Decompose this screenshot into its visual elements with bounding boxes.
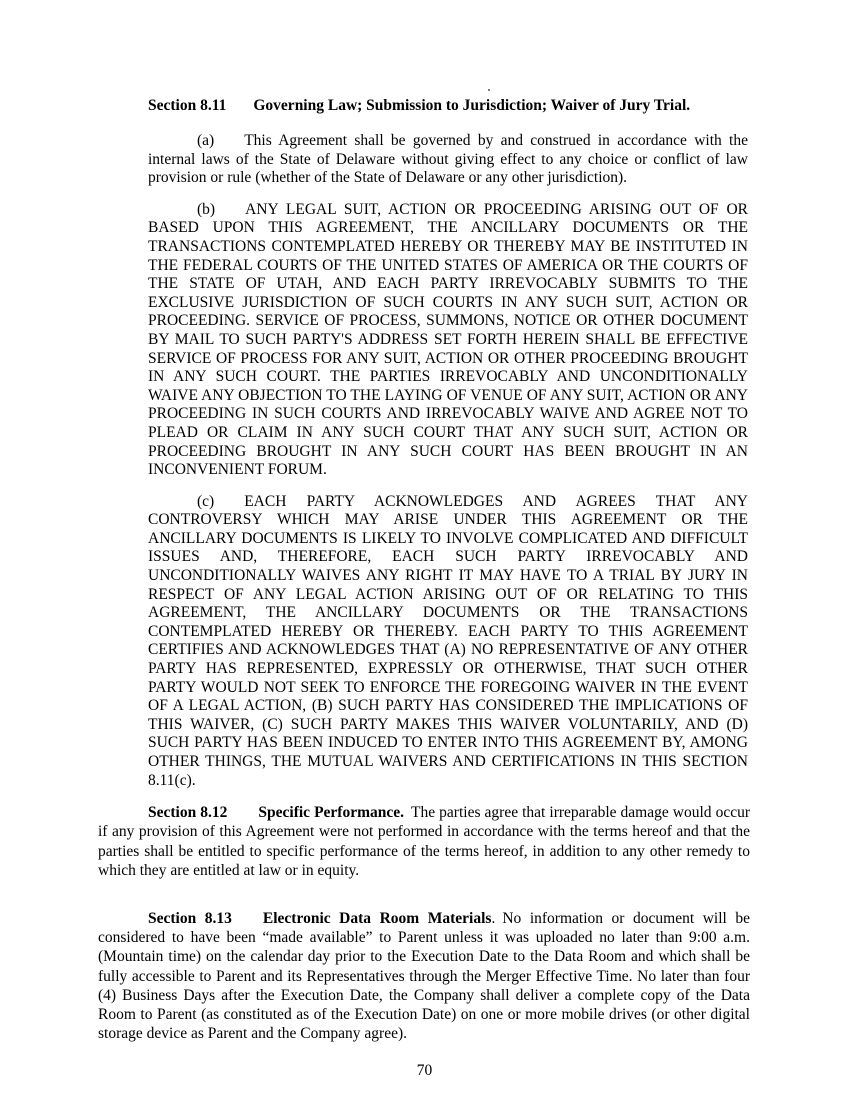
tab-spacer — [232, 922, 263, 923]
sentence-spacer — [404, 816, 411, 817]
tab-spacer — [226, 109, 253, 110]
subsection-a-marker: (a) — [197, 132, 215, 149]
section-8-12-label: Section 8.12 — [148, 804, 228, 822]
section-8-11-subsection-c — [148, 493, 748, 791]
section-8-13-paragraph — [98, 909, 750, 1043]
tab-spacer — [227, 816, 258, 817]
section-8-13-body: No information or document will be considered to have been “made available” to Parent unless it was uploaded no later than 9:00 a.m. (Mountain time) on the calendar day prior to the Execution Date to the Data Room and which shall be fully accessible to Parent and its Representatives through the Merger Effective Time. No later than four (4) Business Days after the Execution Date, the Company shall deliver a complete copy of the Data Room to Parent (as constituted as of the Execution Date) on one or more mobile drives (or other digital storage device as Parent and the Company agree). — [98, 910, 750, 1043]
tab-spacer — [215, 213, 245, 214]
subsection-c-marker: (c) — [197, 492, 215, 510]
section-8-11-title: Governing Law; Submission to Jurisdiction; Waiver of Jury Trial. — [253, 97, 691, 114]
section-8-12-paragraph — [98, 803, 750, 880]
scan-artifact-dot — [488, 89, 490, 91]
subsection-a-text: This Agreement shall be governed by and construed in accordance with the internal laws of the State of Delaware without giving effect to any choice or conflict of law provision or rule (whether of the State of Delaware or any other jurisdiction). — [148, 132, 748, 187]
subsection-c-text: EACH PARTY ACKNOWLEDGES AND AGREES THAT ANY CONTROVERSY WHICH MAY ARISE UNDER THIS AGREEMENT OR THE ANCILLARY DOCUMENTS IS LIKELY TO INVOLVE COMPLICATED AND DIFFICULT ISSUES AND, THEREFORE, EACH SUCH PARTY IRREVOCABLY AND UNCONDITIONALLY WAIVES ANY RIGHT IT MAY HAVE TO A TRIAL BY JURY IN RESPECT OF ANY LEGAL ACTION ARISING OUT OF OR RELATING TO THIS AGREEMENT, THE ANCILLARY DOCUMENTS OR THE TRANSACTIONS CONTEMPLATED HEREBY OR THEREBY. EACH PARTY TO THIS AGREEMENT CERTIFIES AND ACKNOWLEDGES THAT (A) NO REPRESENTATIVE OF ANY OTHER PARTY HAS REPRESENTED, EXPRESSLY OR OTHERWISE, THAT SUCH OTHER PARTY WOULD NOT SEEK TO ENFORCE THE FOREGOING WAIVER IN THE EVENT OF A LEGAL ACTION, (B) SUCH PARTY HAS CONSIDERED THE IMPLICATIONS OF THIS WAIVER, (C) SUCH PARTY MAKES THIS WAIVER VOLUNTARILY, AND (D) SUCH PARTY HAS BEEN INDUCED TO ENTER INTO THIS AGREEMENT BY, AMONG OTHER THINGS, THE MUTUAL WAIVERS AND CERTIFICATIONS IN THIS SECTION 8.11(c). — [148, 492, 748, 789]
section-8-13-label: Section 8.13 — [148, 910, 232, 927]
tab-spacer — [214, 144, 244, 145]
page-number: 70 — [416, 1062, 433, 1079]
section-8-13-title: Electronic Data Room Materials — [262, 910, 492, 927]
section-8-12-body: The parties agree that irreparable damage would occur if any provision of this Agreement were not performed in accordance with the terms hereof and that the parties shall be entitled to specific performance of the terms hereof, in addition to any other remedy to which they are entitled at law or in equity. — [98, 804, 750, 879]
subsection-b-marker: (b) — [197, 200, 216, 218]
section-8-11-heading — [98, 96, 750, 115]
section-8-12-title: Specific Performance. — [258, 804, 405, 822]
section-8-11-subsection-a — [148, 132, 748, 188]
section-8-11-label: Section 8.11 — [148, 97, 227, 114]
subsection-b-text: ANY LEGAL SUIT, ACTION OR PROCEEDING ARISING OUT OF OR BASED UPON THIS AGREEMENT, THE ANCILLARY DOCUMENTS OR THE TRANSACTIONS CONTEMPLATED HEREBY OR THEREBY MAY BE INSTITUTED IN THE FEDERAL COURTS OF THE UNITED STATES OF AMERICA OR THE COURTS OF THE STATE OF UTAH, AND EACH PARTY IRREVOCABLY SUBMITS TO THE EXCLUSIVE JURISDICTION OF SUCH COURTS IN ANY SUCH SUIT, ACTION OR PROCEEDING. SERVICE OF PROCESS, SUMMONS, NOTICE OR OTHER DOCUMENT BY MAIL TO SUCH PARTY'S ADDRESS SET FORTH HEREIN SHALL BE EFFECTIVE SERVICE OF PROCESS FOR ANY SUIT, ACTION OR OTHER PROCEEDING BROUGHT IN ANY SUCH COURT. THE PARTIES IRREVOCABLY AND UNCONDITIONALLY WAIVE ANY OBJECTION TO THE LAYING OF VENUE OF ANY SUIT, ACTION OR ANY PROCEEDING IN SUCH COURTS AND IRREVOCABLY WAIVE AND AGREE NOT TO PLEAD OR CLAIM IN ANY SUCH COURT THAT ANY SUCH SUIT, ACTION OR PROCEEDING BROUGHT IN ANY SUCH COURT HAS BEEN BROUGHT IN AN INCONVENIENT FORUM. — [148, 200, 748, 479]
section-8-13-title-period: . — [491, 910, 496, 927]
page-content — [98, 96, 750, 1043]
section-8-11-subsection-b — [148, 201, 748, 480]
tab-spacer — [214, 505, 244, 506]
